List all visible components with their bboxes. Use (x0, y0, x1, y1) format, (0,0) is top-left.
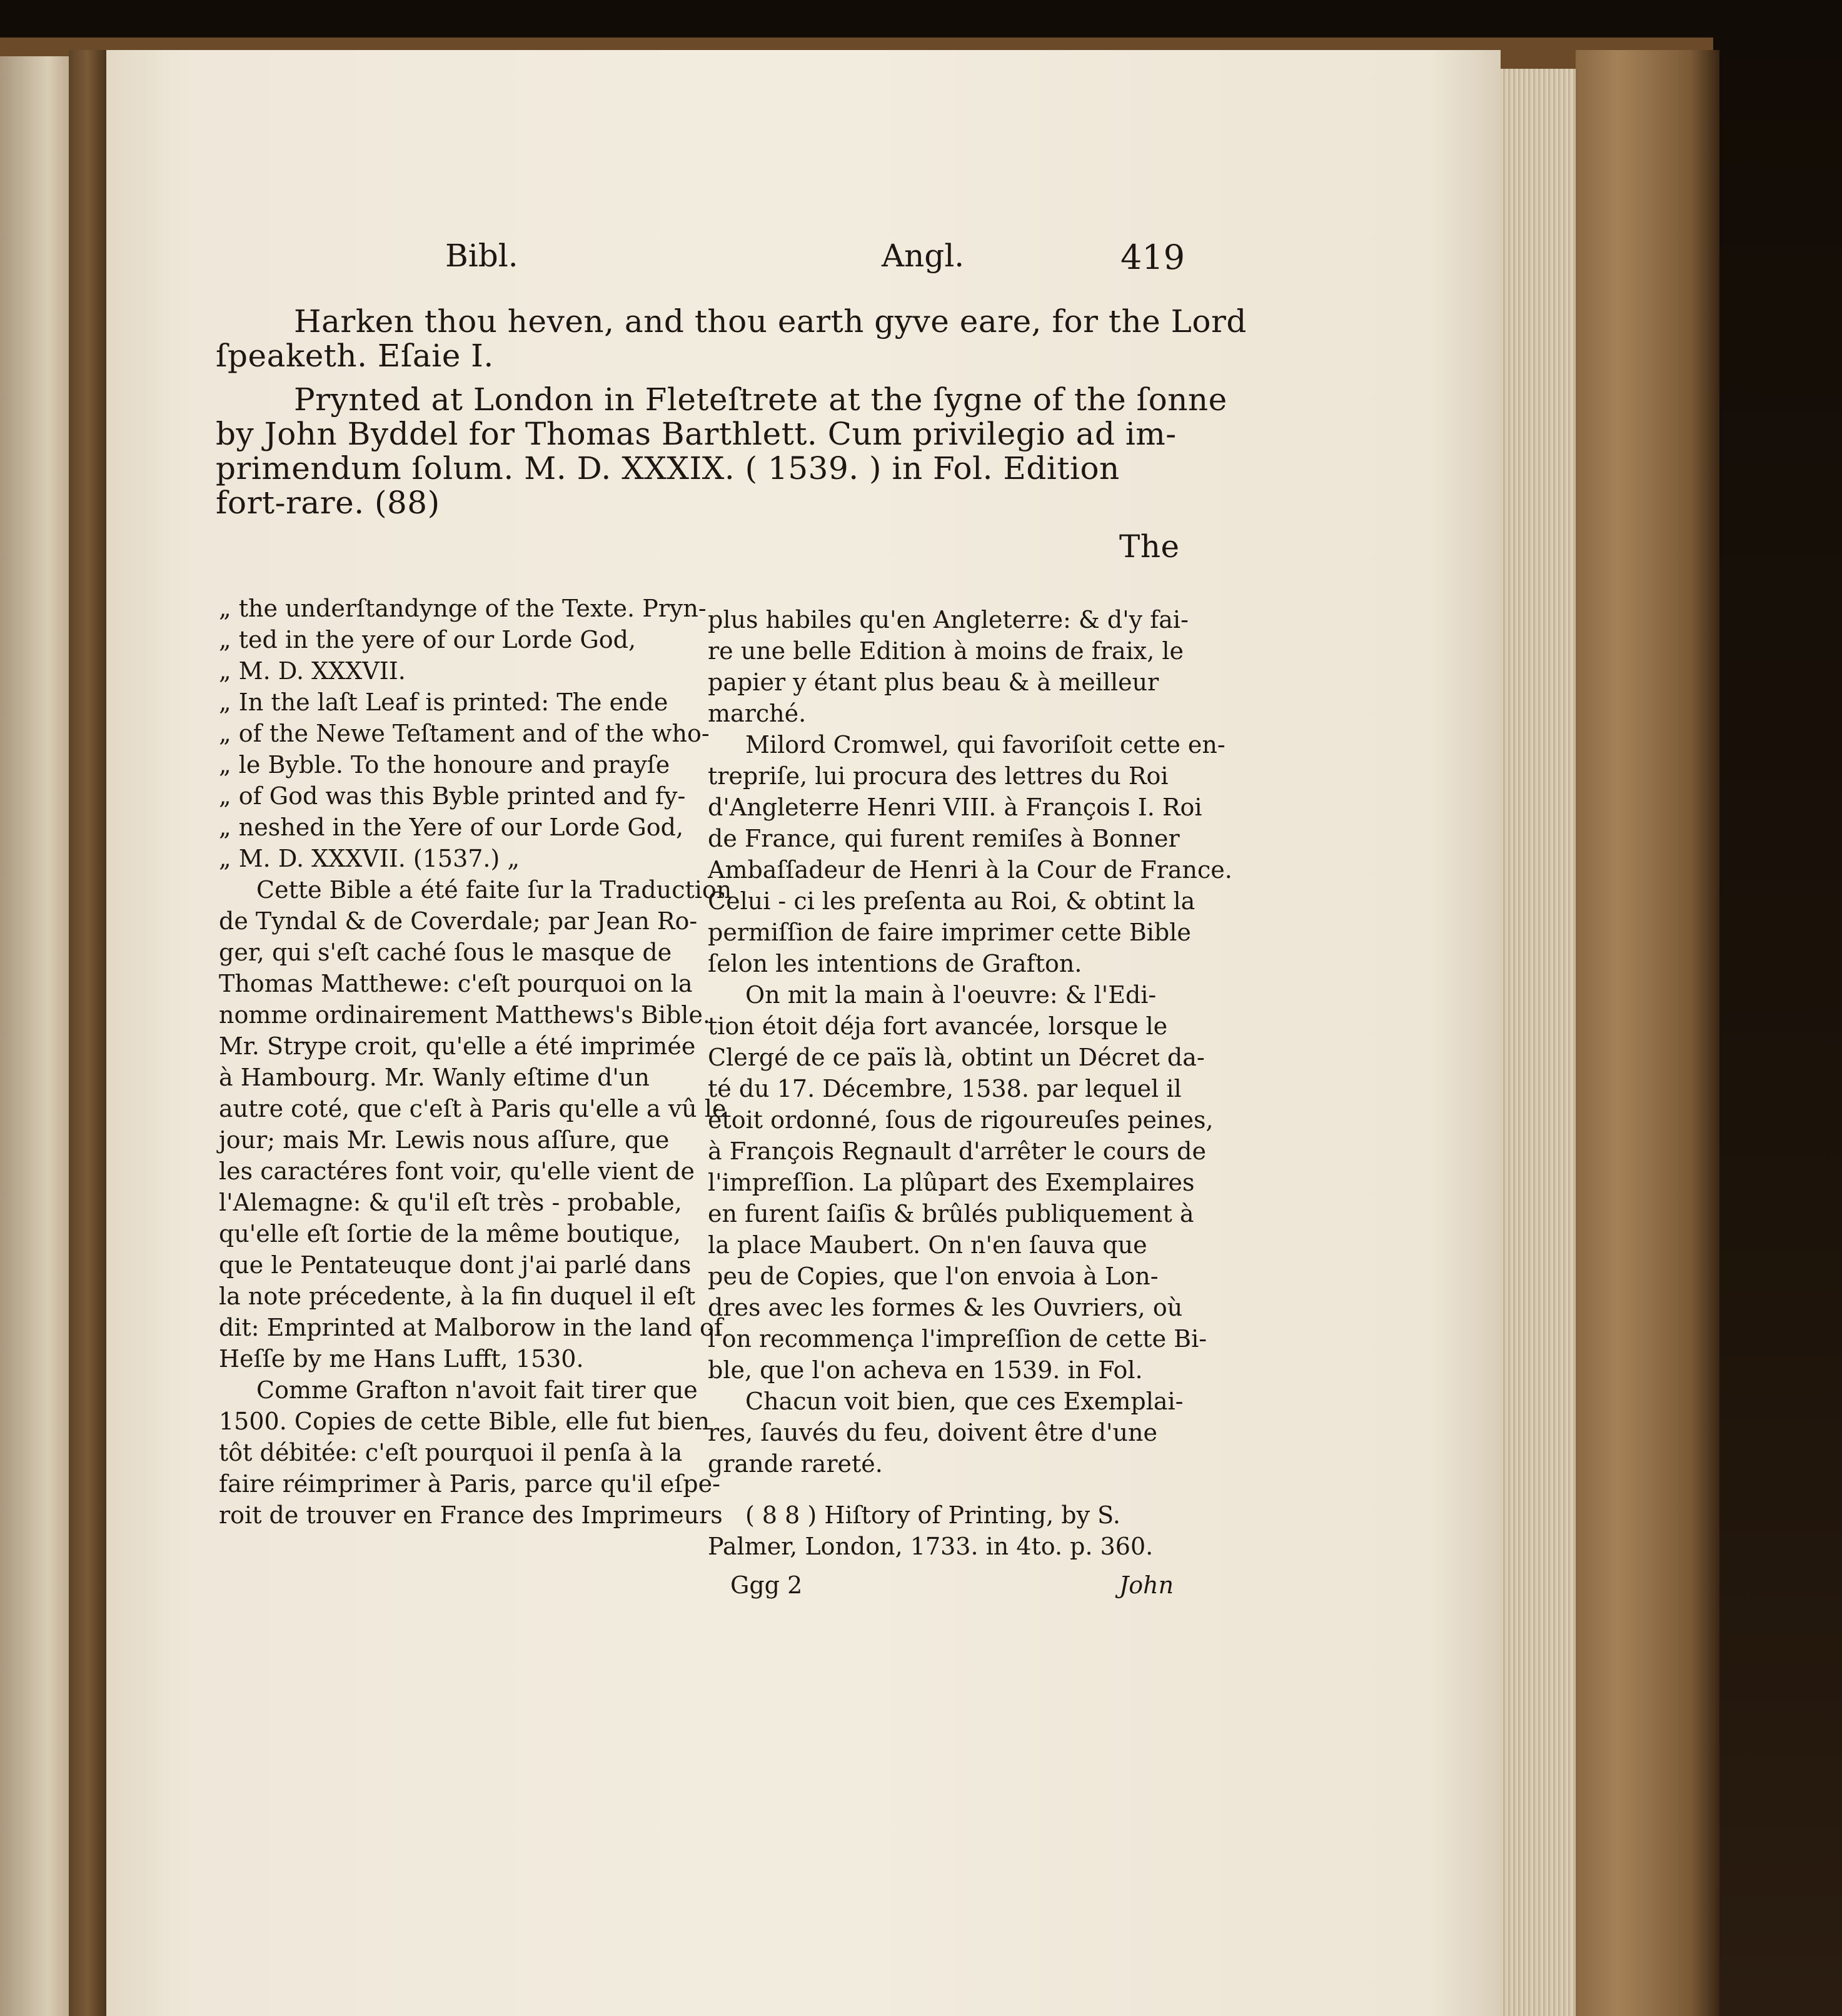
right-line: On mit la main à l'oeuvre: & l'Edi- (745, 981, 1157, 1009)
catchword: John (1119, 1571, 1174, 1599)
left-line: les caractéres font voir, qu'elle vient de (219, 1157, 695, 1185)
left-line: „ neshed in the Yere of our Lorde God, (219, 814, 684, 841)
right-line: res, ſauvés du feu, doivent être d'une (708, 1419, 1157, 1446)
left-line: tôt débitée: c'eſt pourquoi il penſa à la (219, 1439, 683, 1466)
left-line: Mr. Strype croit, qu'elle a été imprimée (219, 1032, 696, 1060)
right-line: marché. (708, 700, 807, 727)
title-line: fort-rare. (88) (216, 485, 440, 521)
left-line: „ of the Newe Teſtament and of the who- (219, 720, 710, 747)
title-line: ſpeaketh. Eſaie I. (216, 338, 494, 374)
left-line: autre coté, que c'eſt à Paris qu'elle a vû le (219, 1095, 727, 1122)
left-line: „ ted in the yere of our Lorde God, (219, 626, 637, 653)
left-line: roit de trouver en France des Imprimeurs (219, 1501, 723, 1529)
right-line: d'Angleterre Henri VIII. à François I. Roi (708, 794, 1202, 821)
left-page-edge (0, 56, 69, 2016)
right-line: la place Maubert. On n'en ſauva que (708, 1231, 1147, 1259)
right-line: étoit ordonné, ſous de rigoureuſes peines, (708, 1106, 1214, 1134)
right-line: permiſſion de faire imprimer cette Bible (708, 919, 1191, 946)
right-line: l'on recommença l'impreſſion de cette Bi- (708, 1325, 1207, 1353)
left-line: faire réimprimer à Paris, parce qu'il eſpe- (219, 1470, 720, 1498)
left-line: ger, qui s'eſt caché ſous le masque de (219, 939, 672, 966)
right-line: Clergé de ce païs là, obtint un Décret da- (708, 1044, 1205, 1071)
left-line: „ le Byble. To the honoure and prayſe (219, 751, 670, 779)
right-line: plus habiles qu'en Angleterre: & d'y fai- (708, 606, 1189, 633)
right-line: té du 17. Décembre, 1538. par lequel il (708, 1075, 1182, 1102)
right-line: grande rareté. (708, 1450, 883, 1478)
page-number: 419 (1120, 238, 1185, 277)
left-line: dit: Emprinted at Malborow in the land of (219, 1314, 723, 1341)
left-line: qu'elle eſt ſortie de la même boutique, (219, 1220, 681, 1247)
left-line: nomme ordinairement Matthews's Bible. (219, 1001, 711, 1029)
right-line: tion étoit déja fort avancée, lorsque le (708, 1012, 1168, 1040)
right-line: ſelon les intentions de Grafton. (708, 950, 1082, 977)
right-line: à François Regnault d'arrêter le cours de (708, 1137, 1206, 1165)
right-line: papier y étant plus beau & à meilleur (708, 668, 1159, 696)
right-line: Celui - ci les preſenta au Roi, & obtint la (708, 887, 1195, 915)
left-line: la note précedente, à la fin duquel il eſt (219, 1283, 696, 1310)
right-line: Milord Cromwel, qui favoriſoit cette en- (745, 731, 1225, 759)
signature-mark: Ggg 2 (730, 1571, 803, 1599)
left-line: 1500. Copies de cette Bible, elle fut bien (219, 1408, 710, 1435)
left-line: à Hambourg. Mr. Wanly eſtime d'un (219, 1064, 650, 1091)
left-line: „ M. D. XXXVII. (219, 657, 406, 685)
title-line: Prynted at London in Fleteſtrete at the ſygne of the ſonne (294, 381, 1227, 418)
right-line: dres avec les formes & les Ouvriers, où (708, 1294, 1183, 1321)
footnote-line: ( 8 8 ) Hiſtory of Printing, by S. (745, 1501, 1120, 1529)
right-line: re une belle Edition à moins de fraix, le (708, 637, 1184, 665)
running-head-center: Angl. (882, 238, 965, 274)
left-line: l'Alemagne: & qu'il eſt très - probable, (219, 1189, 682, 1216)
right-line: de France, qui furent remiſes à Bonner (708, 825, 1180, 852)
right-line: en furent ſaiſis & brûlés publiquement à (708, 1200, 1194, 1227)
left-line: „ the underſtandynge of the Texte. Pryn- (219, 595, 707, 622)
right-line: Chacun voit bien, que ces Exemplai- (745, 1388, 1184, 1415)
book-gutter (69, 50, 106, 2016)
running-head-left: Bibl. (445, 238, 518, 274)
left-line: Thomas Matthewe: c'eſt pourquoi on la (219, 970, 693, 997)
left-line: de Tyndal & de Coverdale; par Jean Ro- (219, 907, 698, 935)
page-block-edges (1501, 69, 1576, 2016)
left-line: „ M. D. XXXVII. (1537.) „ (219, 845, 520, 872)
footnote-line: Palmer, London, 1733. in 4to. p. 360. (708, 1533, 1154, 1560)
right-line: l'impreſſion. La plûpart des Exemplaires (708, 1169, 1195, 1196)
title-line: by John Byddel for Thomas Barthlett. Cum privilegio ad im- (216, 416, 1177, 452)
left-line: „ of God was this Byble printed and fy- (219, 782, 686, 810)
title-line: Harken thou heven, and thou earth gyve eare, for the Lord (294, 303, 1247, 340)
left-line: Comme Grafton n'avoit fait tirer que (256, 1376, 698, 1404)
right-line: peu de Copies, que l'on envoia à Lon- (708, 1263, 1159, 1290)
left-line: que le Pentateuque dont j'ai parlé dans (219, 1251, 692, 1279)
left-column (219, 593, 732, 1531)
left-line: jour; mais Mr. Lewis nous aſſure, que (219, 1126, 670, 1154)
right-line: Ambaſſadeur de Henri à la Cour de France. (708, 856, 1232, 884)
left-line: Heſſe by me Hans Lufft, 1530. (219, 1345, 584, 1373)
left-line: „ In the laſt Leaf is printed: The ende (219, 688, 668, 716)
book-cover-edge (1576, 50, 1719, 2016)
right-line: ble, que l'on acheva en 1539. in Fol. (708, 1356, 1143, 1384)
title-line: primendum ſolum. M. D. XXXIX. ( 1539. ) in Fol. Edition (216, 450, 1120, 486)
left-line: Cette Bible a été faite ſur la Traduction (256, 876, 732, 904)
right-column (708, 604, 1232, 1479)
footnote (708, 1499, 1153, 1562)
title-catchword: The (1119, 528, 1180, 565)
right-line: trepriſe, lui procura des lettres du Roi (708, 762, 1169, 790)
